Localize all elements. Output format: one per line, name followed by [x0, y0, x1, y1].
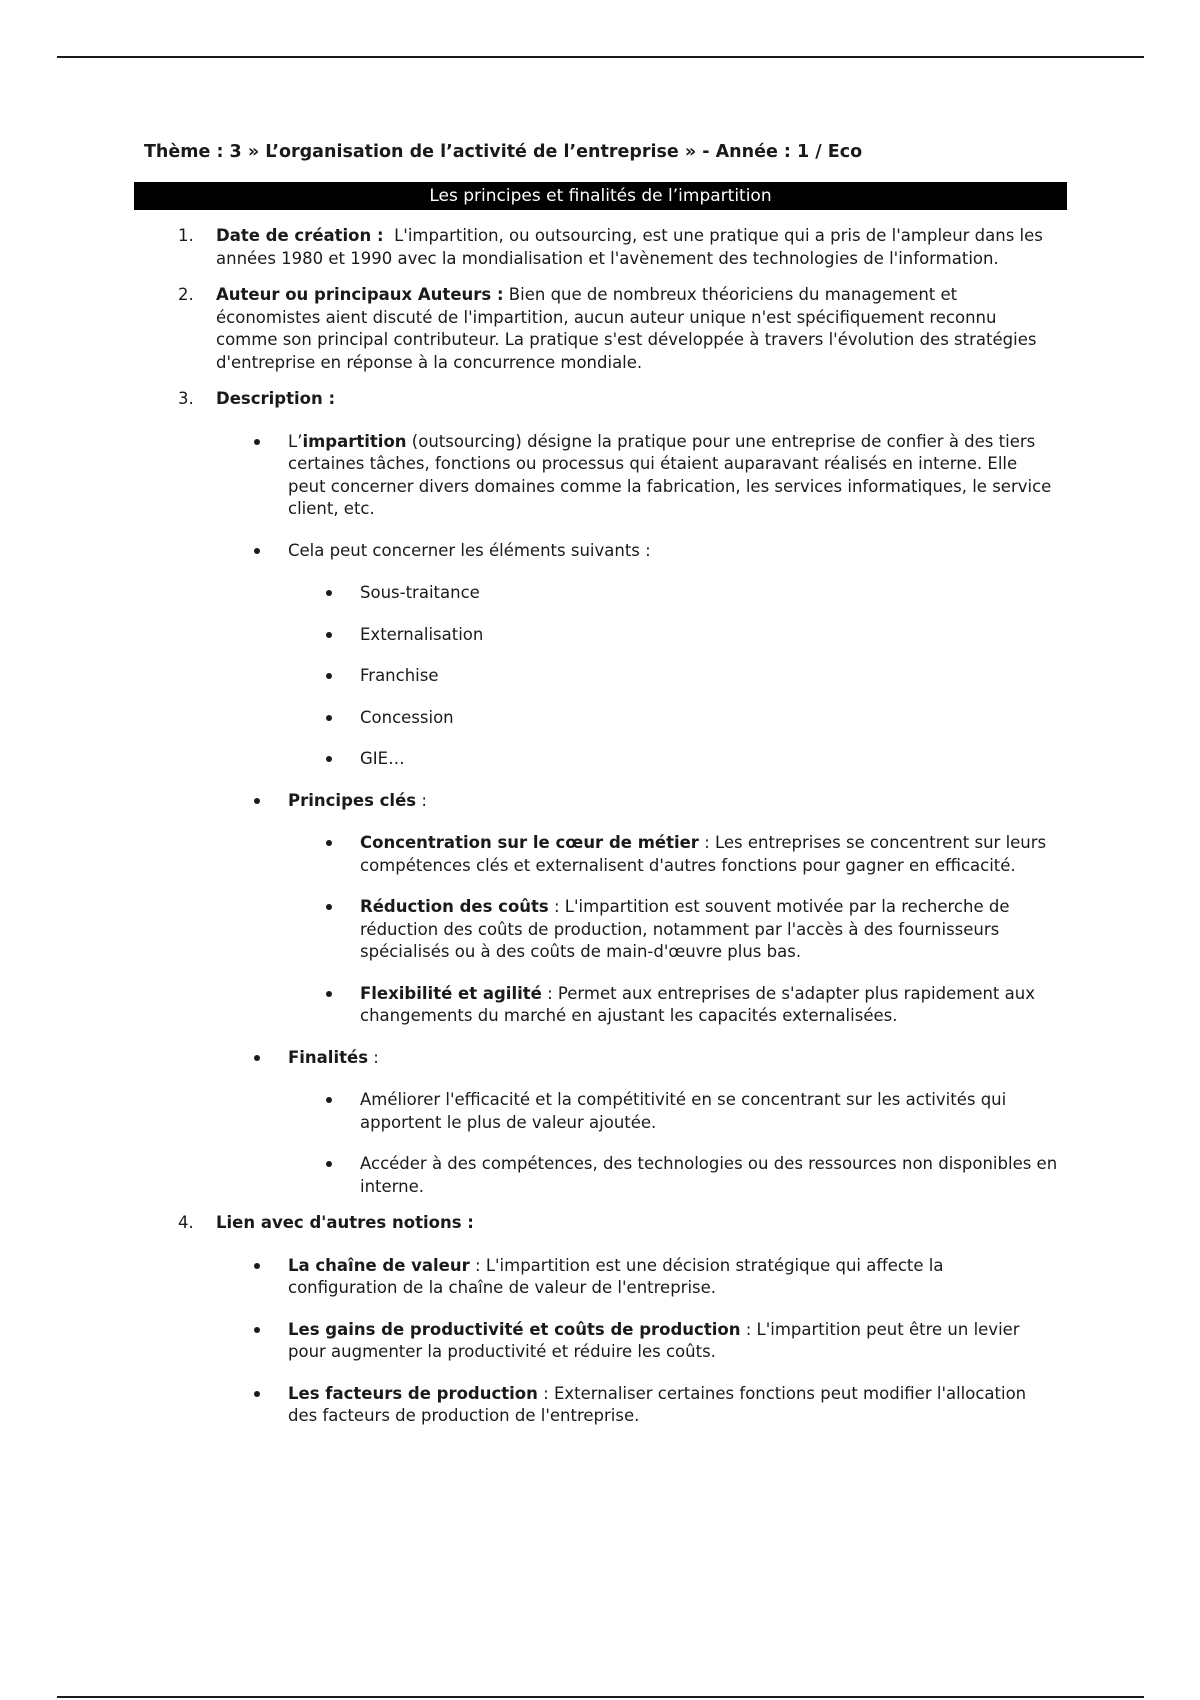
- section-authors: [178, 284, 1058, 374]
- section-title: Date de création :: [216, 226, 384, 245]
- links-list: [216, 1255, 1058, 1428]
- header-rule: [57, 56, 1144, 58]
- definition-term: impartition: [302, 431, 407, 451]
- section-description: [178, 388, 1058, 1198]
- list-item: La chaîne de valeur : L'impartition est une décision stratégique qui affecte la configuration de la chaîne de valeur de l'entreprise.: [288, 1255, 1058, 1300]
- footer-rule: [57, 1696, 1144, 1698]
- principles-title: Principes clés: [288, 790, 417, 810]
- section-number: 2.: [178, 285, 194, 304]
- list-item: Finalités : Améliorer l'efficacité et la compétitivité en se concentrant sur les activités qui apportent le plus de valeur ajoutée. Accéder à des compétences, des technologies ou des ressources non disponibles en interne.: [288, 1047, 1058, 1199]
- list-item: Principes clés : Concentration sur le cœur de métier : Les entreprises se concentrent sur leurs compétences clés et externalisent d'autres fonctions pour gagner en efficacité. Réduction des coûts : L'impartition est souvent motivée par la recherche de réduction des coûts de production, notamment par l'accès à des fournisseurs spécialisés ou à des coûts de main-d'œuvre plus bas. Flexibilité et agilité : Permet aux entreprises de s'adapter plus rapidement aux changements du marché en ajustant les capacités externalisées.: [288, 790, 1058, 1028]
- section-text: Bien que de nombreux théoriciens du management et économistes aient discuté de l'impartition, aucun auteur unique n'est spécifiquement reconnu comme son principal contributeur. La pratique s'est développée à travers l'évolution des stratégies d'entreprise en réponse à la concurrence mondiale.: [216, 285, 1037, 372]
- section-title: Description :: [216, 389, 336, 408]
- list-item: Les gains de productivité et coûts de production : L'impartition peut être un levier pour augmenter la productivité et réduire les coûts.: [288, 1319, 1058, 1364]
- list-item: Concentration sur le cœur de métier : Les entreprises se concentrent sur leurs compétences clés et externalisent d'autres fonctions pour gagner en efficacité.: [360, 832, 1058, 877]
- section-number: 4.: [178, 1213, 194, 1232]
- theme-heading: Thème : 3 » L’organisation de l’activité de l’entreprise » - Année : 1 / Eco: [144, 142, 863, 162]
- list-item: [288, 540, 1058, 771]
- elements-list: [288, 582, 1058, 771]
- section-title: Lien avec d'autres notions :: [216, 1213, 474, 1232]
- section-creation-date: [178, 225, 1058, 270]
- list-item: Accéder à des compétences, des technologies ou des ressources non disponibles en interne.: [360, 1153, 1058, 1198]
- list-item: Externalisation: [360, 624, 1058, 647]
- purposes-title: Finalités: [288, 1047, 369, 1067]
- section-number: 3.: [178, 389, 194, 408]
- list-item: Sous-traitance: [360, 582, 1058, 605]
- purposes-list: [288, 1089, 1058, 1198]
- principles-list: [288, 832, 1058, 1028]
- elements-intro: Cela peut concerner les éléments suivants :: [288, 540, 651, 560]
- list-item: Concession: [360, 707, 1058, 730]
- document-body: [178, 225, 1058, 1442]
- section-number: 1.: [178, 226, 194, 245]
- list-item: GIE…: [360, 748, 1058, 771]
- section-links: [178, 1212, 1058, 1428]
- section-text: L'impartition, ou outsourcing, est une pratique qui a pris de l'ampleur dans les années 1980 et 1990 avec la mondialisation et l'avènement des technologies de l'information.: [216, 226, 1049, 268]
- list-item: Les facteurs de production : Externaliser certaines fonctions peut modifier l'allocation des facteurs de production de l'entreprise.: [288, 1383, 1058, 1428]
- list-item: L’impartition (outsourcing) désigne la pratique pour une entreprise de confier à des tiers certaines tâches, fonctions ou processus qui étaient auparavant réalisés en interne. Elle peut concerner divers domaines comme la fabrication, les services informatiques, le service client, etc.: [288, 431, 1058, 521]
- list-item: Flexibilité et agilité : Permet aux entreprises de s'adapter plus rapidement aux changements du marché en ajustant les capacités externalisées.: [360, 983, 1058, 1028]
- section-title: Auteur ou principaux Auteurs :: [216, 285, 504, 304]
- list-item: Franchise: [360, 665, 1058, 688]
- list-item: Améliorer l'efficacité et la compétitivité en se concentrant sur les activités qui apportent le plus de valeur ajoutée.: [360, 1089, 1058, 1134]
- description-list: [216, 431, 1058, 1199]
- list-item: Réduction des coûts : L'impartition est souvent motivée par la recherche de réduction des coûts de production, notamment par l'accès à des fournisseurs spécialisés ou à des coûts de main-d'œuvre plus bas.: [360, 896, 1058, 964]
- section-banner: Les principes et finalités de l’impartition: [134, 182, 1067, 210]
